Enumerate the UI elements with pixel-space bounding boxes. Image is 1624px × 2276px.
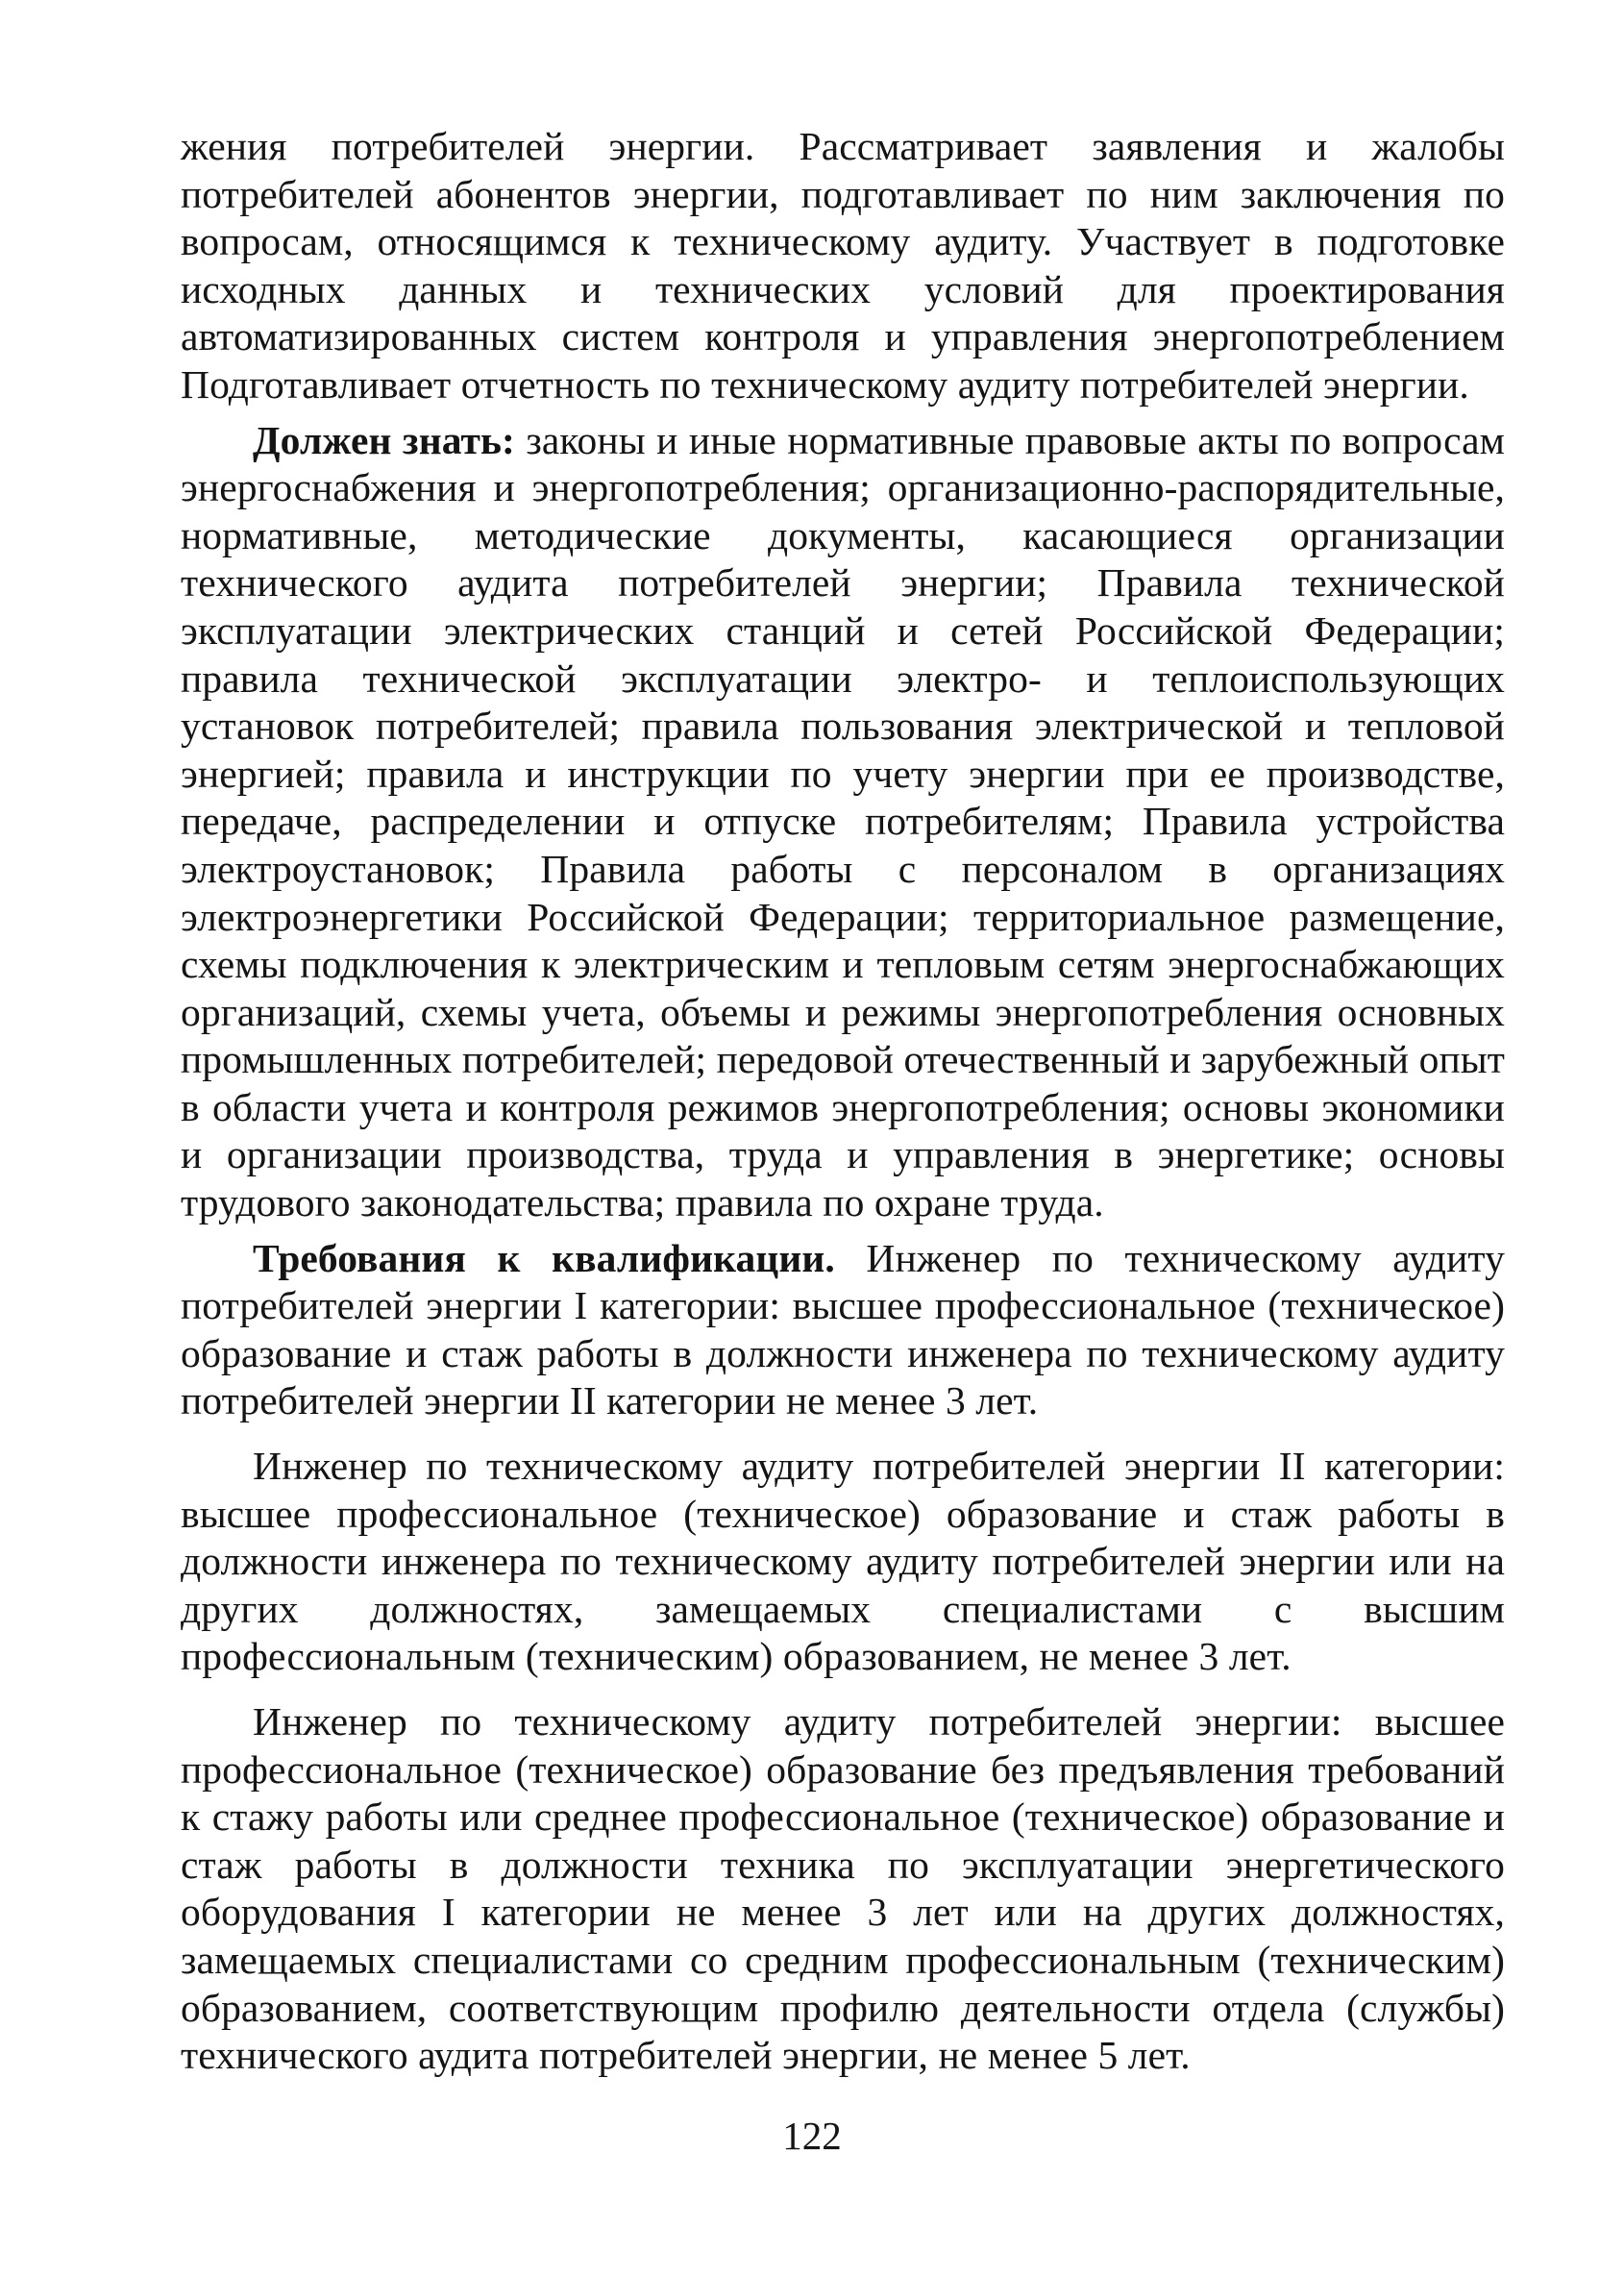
- paragraph-text: законы и иные нормативные правовые акты по вопросам энергоснабжения и энергопотребления; организационно-распорядительные, нормативные, методические документы, касающиеся организации технического аудита потребителей энергии; Правила технической эксплуатации электрических станций и сетей Российской Федерации; правила технической эксплуатации электро- и теплоиспользующих установок потребителей; правила пользования электрической и тепловой энергией; правила и инструкции по учету энергии при ее производстве, передаче, распределении и отпуске потребителям; Правила устройства электроустановок; Правила работы с персоналом в организациях электроэнергетики Российской Федерации; территориальное размещение, схемы подключения к электрическим и тепловым сетям энергоснабжающих организаций, схемы учета, объемы и режимы энергопотребления основных промышленных потребителей; передовой отечественный и зарубежный опыт в области учета и контроля режимов энергопотребления; основы экономики и организации производства, труда и управления в энергетике; основы трудового законодательства; правила по охране труда.: [181, 417, 1505, 1225]
- paragraph-qualification-requirements: [181, 1235, 1505, 1425]
- paragraph-text: Инженер по техническому аудиту потребителей энергии II категории: высшее профессиональное (техническое) образование и стаж работы в должности инженера по техническому аудиту потребителей энергии или на других должностях, замещаемых специалистами с высшим профессиональным (техническим) образованием, не менее 3 лет.: [181, 1444, 1505, 1679]
- document-page-body: [181, 123, 1505, 2080]
- paragraph-text: жения потребителей энергии. Рассматривает заявления и жалобы потребителей абонентов энергии, подготавливает по ним заключения по вопросам, относящимся к техническому аудиту. Участвует в подготовке исходных данных и технических условий для проектирования автоматизированных систем контроля и управления энергопотреблением Подготавливает отчетность по техническому аудиту потребителей энергии.: [181, 124, 1505, 407]
- paragraph-lead-heading: Должен знать:: [253, 417, 515, 462]
- paragraph-text: Инженер по техническому аудиту потребителей энергии I категории: высшее профессиональное (техническое) образование и стаж работы в должности инженера по техническому аудиту потребителей энергии II категории не менее 3 лет.: [181, 1235, 1505, 1423]
- paragraph-lead-heading: Требования к квалификации.: [253, 1235, 835, 1280]
- paragraph-must-know: [181, 417, 1505, 1227]
- paragraph-text: Инженер по техническому аудиту потребителей энергии: высшее профессиональное (техническое) образование без предъявления требований к стажу работы или среднее профессиональное (техническое) образование и стаж работы в должности техника по эксплуатации энергетического оборудования I категории не менее 3 лет или на других должностях, замещаемых специалистами со средним профессиональным (техническим) образованием, соответствующим профилю деятельности отдела (службы) технического аудита потребителей энергии, не менее 5 лет.: [181, 1699, 1505, 2078]
- page-number: 122: [782, 2114, 842, 2158]
- paragraph-category-two: [181, 1443, 1505, 1681]
- paragraph-engineer: [181, 1698, 1505, 2080]
- paragraph-continuation: [181, 123, 1505, 409]
